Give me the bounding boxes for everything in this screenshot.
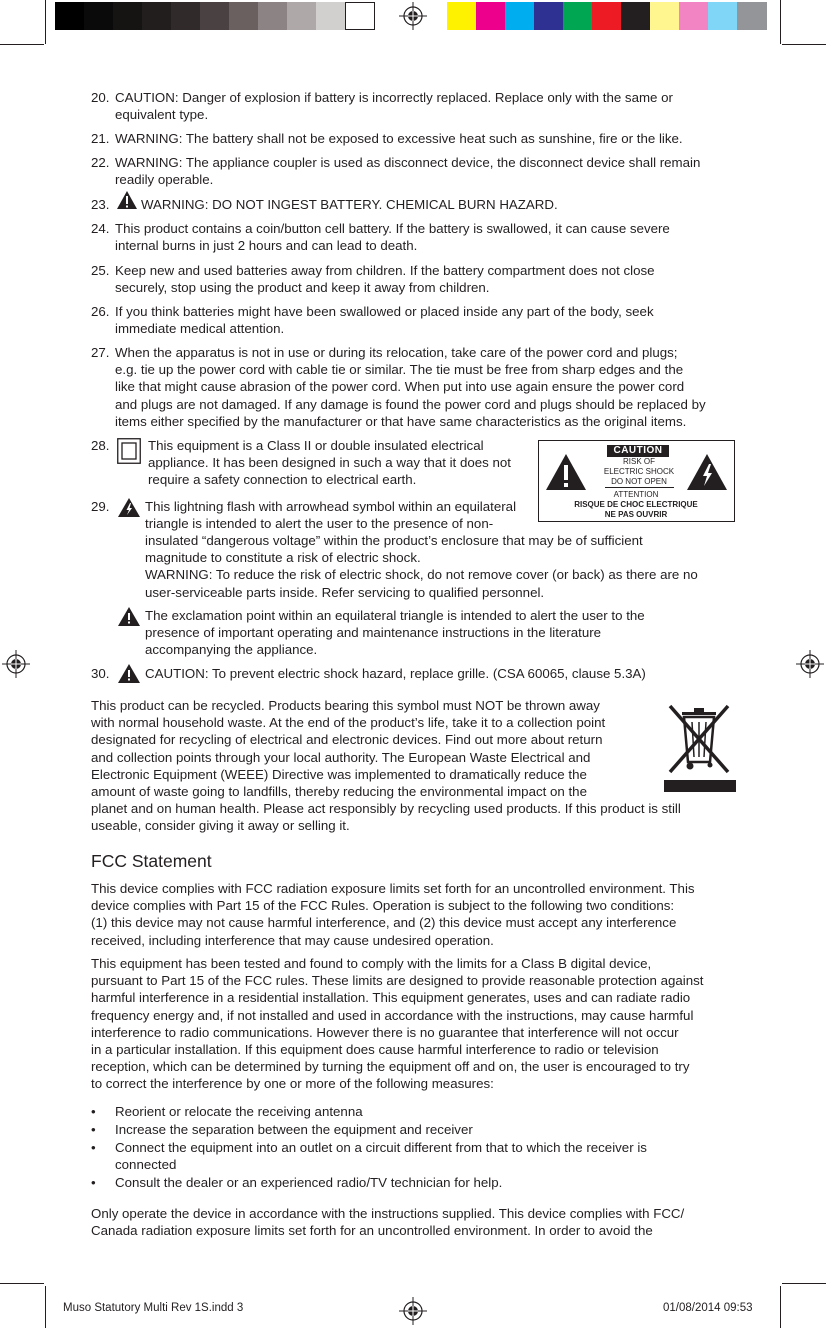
text-line: pursuant to Part 15 of the FCC rules. These limits are designed to provide reasonable protection against <box>91 973 704 989</box>
text-line: designated for recycling of electrical and electronic devices. Find out more about return <box>91 732 603 748</box>
process-swatch <box>650 2 679 30</box>
crop-mark-bottom-left-h <box>0 1283 44 1284</box>
warning-triangle-small-icon <box>117 663 141 684</box>
bullet-icon: • <box>91 1175 96 1190</box>
text-line: triangle is intended to alert the user to the presence of non- <box>145 516 494 532</box>
caution-line: RISQUE DE CHOC ELECTRIQUE <box>574 500 698 509</box>
item-number: 26. <box>91 304 110 319</box>
item-number: 28. <box>91 438 110 453</box>
item-number: 25. <box>91 263 110 278</box>
gray-swatch <box>229 2 258 30</box>
text-line: This lightning flash with arrowhead symbol within an equilateral <box>145 499 517 514</box>
slug-datetime: 01/08/2014 09:53 <box>663 1302 753 1314</box>
item-text <box>145 665 745 682</box>
process-swatch <box>447 2 476 30</box>
caution-divider <box>605 487 674 488</box>
text-line: planet and on human health. Please act responsibly by recycling used products. If this product is still <box>91 801 681 817</box>
text-line: frequency energy and, if not installed and used in accordance with the instructions, may cause harmful <box>91 1007 694 1023</box>
text-line: Electronic Equipment (WEEE) Directive was implemented to dramatically reduce the <box>91 766 587 782</box>
process-swatch <box>679 2 708 30</box>
text-line: and collection points through your local authority. The European Waste Electrical and <box>91 749 591 765</box>
process-swatch <box>563 2 592 30</box>
process-swatch <box>505 2 534 30</box>
item-number: 23. <box>91 197 110 212</box>
text-line: securely, stop using the product and keep it away from children. <box>115 280 490 296</box>
text-line: and plugs are not damaged. If any damage is found the power cord and plugs should be replaced by <box>115 396 706 412</box>
caution-english <box>603 457 675 487</box>
text-line: Increase the separation between the equipment and receiver <box>115 1122 473 1137</box>
text-line: This device complies with FCC radiation exposure limits set forth for an uncontrolled environment. This <box>91 881 695 896</box>
text-line: to correct the interference by one or more of the following measures: <box>91 1076 494 1092</box>
item-text <box>115 303 735 337</box>
crop-mark-top-left-v <box>45 0 46 44</box>
text-line: useable, consider giving it away or selling it. <box>91 818 350 834</box>
text-line: Consult the dealer or an experienced radio/TV technician for help. <box>115 1175 503 1190</box>
text-line: equivalent type. <box>115 107 209 123</box>
text-line: The exclamation point within an equilateral triangle is intended to alert the user to the <box>145 608 645 623</box>
text-line: If you think batteries might have been swallowed or placed inside any part of the body, seek <box>115 304 654 319</box>
item-number: 30. <box>91 666 110 681</box>
item-number: 24. <box>91 221 110 236</box>
list-item <box>115 1139 735 1173</box>
class-ii-double-square-icon <box>117 438 141 464</box>
text-line: This product contains a coin/button cell battery. If the battery is swallowed, it can cause severe <box>115 221 670 236</box>
list-item <box>115 1174 735 1191</box>
text-line: CAUTION: To prevent electric shock hazard, replace grille. (CSA 60065, clause 5.3A) <box>145 666 646 681</box>
process-swatch <box>621 2 650 30</box>
fcc-paragraph-1 <box>91 880 737 949</box>
lightning-triangle-icon <box>686 453 728 491</box>
gray-swatch <box>316 2 345 30</box>
warning-triangle-icon <box>116 190 138 210</box>
caution-line: DO NOT OPEN <box>611 477 667 486</box>
process-color-bar <box>447 0 769 32</box>
process-swatch <box>737 2 767 30</box>
gray-swatch <box>55 2 84 30</box>
exclamation-triangle-small-icon <box>117 606 141 627</box>
fcc-heading: FCC Statement <box>91 851 212 871</box>
list-item <box>115 1121 735 1138</box>
item-text <box>148 437 528 489</box>
item-text <box>115 130 735 147</box>
text-line: Only operate the device in accordance with the instructions supplied. This device complies with FCC/ <box>91 1206 685 1221</box>
text-line: e.g. tie up the power cord with cable tie or similar. The tie must be free from sharp edges and the <box>115 362 684 378</box>
text-line: immediate medical attention. <box>115 321 285 337</box>
recycling-paragraph <box>91 697 737 835</box>
item-text-continued <box>145 532 745 601</box>
text-line: appliance. It has been designed in such a way that it does not <box>148 455 511 471</box>
text-line: readily operable. <box>115 172 214 188</box>
text-line: amount of waste going to landfills, thereby reducing the environmental impact on the <box>91 784 587 800</box>
crop-mark-top-right-h <box>782 44 826 45</box>
item-text <box>145 607 745 659</box>
caution-line: ATTENTION <box>613 490 659 499</box>
process-swatch <box>534 2 563 30</box>
registration-mark-right-icon <box>796 650 824 678</box>
bullet-icon: • <box>91 1104 96 1119</box>
caution-shock-label <box>538 440 735 522</box>
text-line: like that might cause abrasion of the power cord. When put into use again ensure the power cord <box>115 379 685 395</box>
gray-swatch <box>345 2 375 30</box>
gray-swatch <box>171 2 200 30</box>
item-text <box>115 154 735 188</box>
caution-french <box>539 490 733 520</box>
lightning-flash-triangle-icon <box>117 497 141 518</box>
crop-mark-bottom-right-h <box>782 1283 826 1284</box>
item-text <box>115 220 735 254</box>
text-line: WARNING: The battery shall not be exposed to excessive heat such as sunshine, fire or the like. <box>115 131 683 146</box>
item-text <box>115 262 735 296</box>
caution-header: CAUTION <box>607 445 669 457</box>
text-line: This equipment has been tested and found to comply with the limits for a Class B digital device, <box>91 956 652 971</box>
crop-mark-top-right-v <box>780 0 781 44</box>
caution-line: ELECTRIC SHOCK <box>603 467 675 476</box>
text-line: magnitude to constitute a risk of electric shock. <box>145 550 421 566</box>
item-text <box>115 89 735 123</box>
registration-mark-left-icon <box>2 650 30 678</box>
text-line: WARNING: The appliance coupler is used as disconnect device, the disconnect device shall remain <box>115 155 701 170</box>
text-line: with normal household waste. At the end of the product’s life, take it to a collection point <box>91 715 606 731</box>
text-line: This product can be recycled. Products bearing this symbol must NOT be thrown away <box>91 698 600 713</box>
gray-swatch <box>200 2 229 30</box>
text-line: device complies with Part 15 of the FCC Rules. Operation is subject to the following two conditions: <box>91 898 675 914</box>
text-line: Keep new and used batteries away from children. If the battery compartment does not close <box>115 263 655 278</box>
fcc-paragraph-3 <box>91 1205 737 1239</box>
text-line: presence of important operating and maintenance instructions in the literature <box>145 625 602 641</box>
text-line: items either specified by the manufacturer or that have same characteristics as the original items. <box>115 413 687 429</box>
process-swatch <box>476 2 505 30</box>
registration-mark-bottom-icon <box>399 1297 427 1325</box>
text-line: reception, which can be determined by turning the equipment off and on, the user is encouraged to try <box>91 1059 690 1075</box>
registration-mark-top-icon <box>399 2 427 30</box>
text-line: connected <box>115 1157 177 1173</box>
text-line: internal burns in just 2 hours and can lead to death. <box>115 238 418 254</box>
process-swatch <box>592 2 621 30</box>
item-number: 22. <box>91 155 110 170</box>
text-line: This equipment is a Class II or double insulated electrical <box>148 438 484 453</box>
gray-swatch <box>287 2 316 30</box>
item-number: 27. <box>91 345 110 360</box>
text-line: user-serviceable parts inside. Refer servicing to qualified personnel. <box>145 584 545 600</box>
text-line: harmful interference in a residential installation. This equipment generates, uses and can radiate radio <box>91 990 691 1006</box>
text-line: CAUTION: Danger of explosion if battery is incorrectly replaced. Replace only with the same or <box>115 90 673 105</box>
text-line: Connect the equipment into an outlet on a circuit different from that to which the receiver is <box>115 1140 647 1155</box>
text-line: Canada radiation exposure limits set forth for an uncontrolled environment. In order to avoid the <box>91 1223 653 1239</box>
gray-swatch <box>84 2 113 30</box>
text-line: in a particular installation. If this equipment does cause harmful interference to radio or television <box>91 1042 659 1058</box>
item-text <box>115 344 735 430</box>
gray-swatch <box>113 2 142 30</box>
crop-mark-bottom-right-v <box>780 1286 781 1328</box>
gray-ramp-color-bar <box>55 0 378 32</box>
text-line: Reorient or relocate the receiving antenna <box>115 1104 363 1119</box>
fcc-paragraph-2 <box>91 955 737 1093</box>
crop-mark-bottom-left-v <box>45 1286 46 1328</box>
text-line: require a safety connection to electrical earth. <box>148 472 417 488</box>
exclamation-triangle-icon <box>545 453 587 491</box>
text-line: WARNING: To reduce the risk of electric shock, do not remove cover (or back) as there are no <box>145 567 698 583</box>
gray-swatch <box>258 2 287 30</box>
list-item <box>115 1103 735 1120</box>
crop-mark-top-left-h <box>0 44 44 45</box>
text-line: WARNING: DO NOT INGEST BATTERY. CHEMICAL BURN HAZARD. <box>141 197 558 212</box>
item-number: 29. <box>91 499 110 514</box>
caution-line: RISK OF <box>622 457 655 466</box>
item-text <box>145 498 545 532</box>
text-line: When the apparatus is not in use or during its relocation, take care of the power cord and plugs; <box>115 345 678 360</box>
bullet-icon: • <box>91 1140 96 1155</box>
weee-crossed-bin-icon <box>664 702 736 792</box>
slug-filename: Muso Statutory Multi Rev 1S.indd 3 <box>63 1302 244 1314</box>
caution-line: NE PAS OUVRIR <box>604 510 668 519</box>
item-text <box>141 196 741 213</box>
text-line: (1) this device may not cause harmful interference, and (2) this device must accept any interference <box>91 915 677 931</box>
process-swatch <box>708 2 737 30</box>
text-line: insulated “dangerous voltage” within the product’s enclosure that may be of sufficient <box>145 533 643 548</box>
bullet-icon: • <box>91 1122 96 1137</box>
item-number: 20. <box>91 90 110 105</box>
gray-swatch <box>142 2 171 30</box>
text-line: accompanying the appliance. <box>145 642 318 658</box>
text-line: interference to radio communications. However there is no guarantee that interference will not occur <box>91 1024 679 1040</box>
item-number: 21. <box>91 131 110 146</box>
text-line: received, including interference that may cause undesired operation. <box>91 932 494 948</box>
